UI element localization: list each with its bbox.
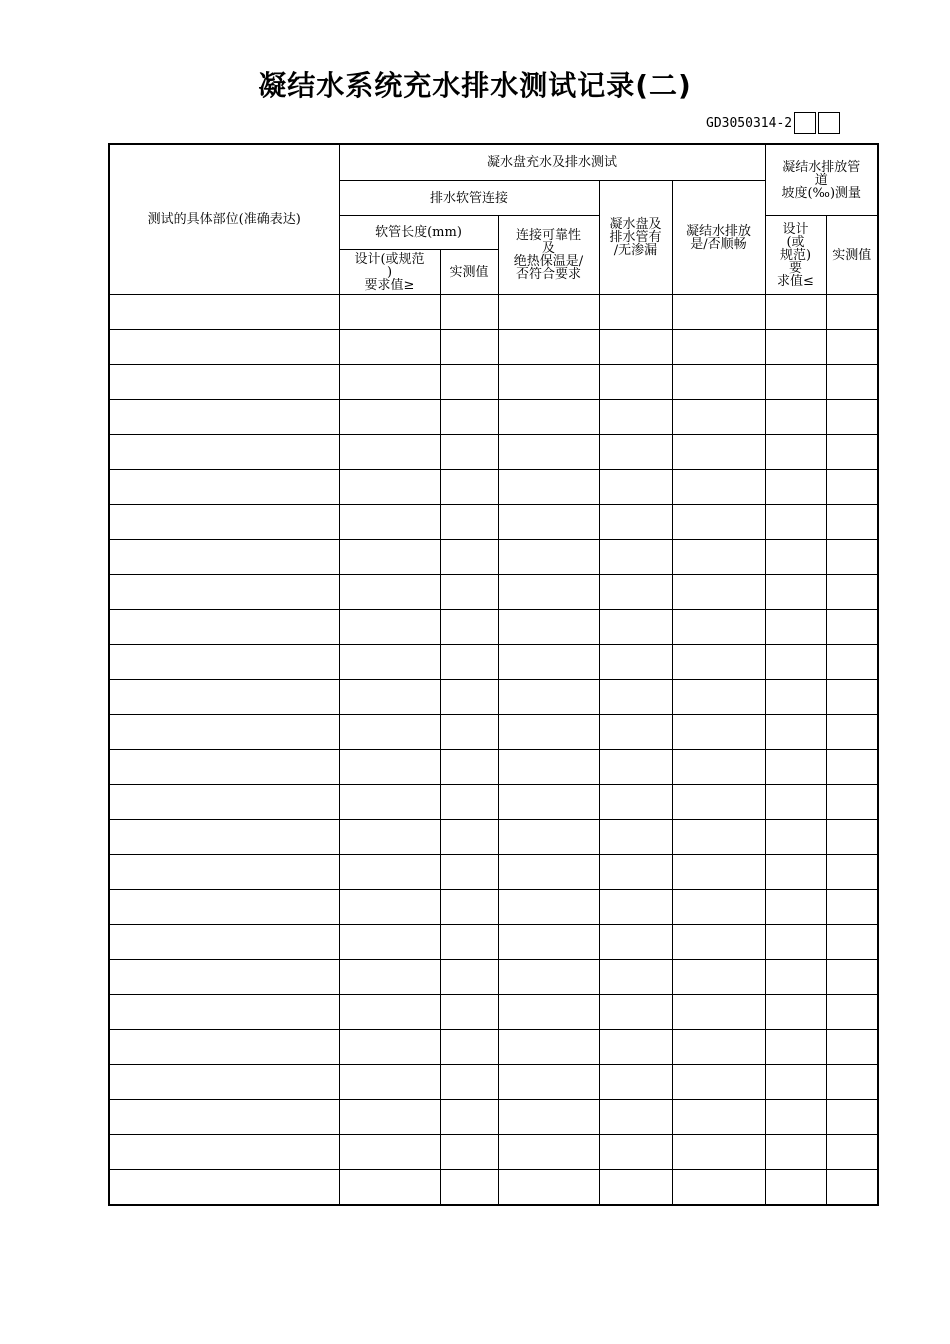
table-cell[interactable] [339, 610, 440, 645]
table-cell[interactable] [599, 820, 672, 855]
table-cell[interactable] [109, 855, 339, 890]
header-hose-design: 设计(或规范 ) 要求值≥ [339, 250, 440, 295]
table-cell[interactable] [339, 575, 440, 610]
table-cell[interactable] [672, 960, 765, 995]
table-cell[interactable] [498, 365, 599, 400]
form-code: GD3050314-2 [706, 115, 793, 131]
table-row [109, 750, 878, 785]
table-cell[interactable] [440, 575, 498, 610]
table-cell[interactable] [440, 645, 498, 680]
table-cell[interactable] [599, 680, 672, 715]
table-cell[interactable] [672, 1100, 765, 1135]
table-cell[interactable] [109, 680, 339, 715]
table-cell[interactable] [826, 715, 878, 750]
table-cell[interactable] [765, 785, 826, 820]
table-cell[interactable] [765, 1030, 826, 1065]
table-row [109, 785, 878, 820]
table-cell[interactable] [498, 400, 599, 435]
table-cell[interactable] [765, 960, 826, 995]
table-cell[interactable] [672, 540, 765, 575]
table-cell[interactable] [672, 295, 765, 330]
table-cell[interactable] [440, 855, 498, 890]
table-cell[interactable] [109, 540, 339, 575]
table-cell[interactable] [672, 470, 765, 505]
serial-box-1[interactable] [794, 112, 816, 134]
table-cell[interactable] [599, 400, 672, 435]
page-title: 凝结水系统充水排水测试记录(二) [258, 69, 692, 102]
table-cell[interactable] [672, 505, 765, 540]
table-cell[interactable] [672, 995, 765, 1030]
table-cell[interactable] [599, 960, 672, 995]
table-cell[interactable] [765, 995, 826, 1030]
table-cell[interactable] [765, 400, 826, 435]
table-cell[interactable] [109, 785, 339, 820]
table-cell[interactable] [109, 400, 339, 435]
table-cell[interactable] [440, 750, 498, 785]
table-cell[interactable] [440, 540, 498, 575]
table-cell[interactable] [672, 575, 765, 610]
table-cell[interactable] [339, 295, 440, 330]
table-cell[interactable] [440, 295, 498, 330]
table-cell[interactable] [339, 785, 440, 820]
table-cell[interactable] [109, 995, 339, 1030]
header-hose-connection: 排水软管连接 [339, 181, 599, 216]
table-cell[interactable] [826, 1030, 878, 1065]
table-row [109, 400, 878, 435]
table-cell[interactable] [498, 715, 599, 750]
form-code-area [706, 111, 840, 135]
table-cell[interactable] [599, 1030, 672, 1065]
table-cell[interactable] [498, 295, 599, 330]
table-cell[interactable] [599, 435, 672, 470]
table-cell[interactable] [339, 400, 440, 435]
table-cell[interactable] [599, 925, 672, 960]
table-cell[interactable] [599, 295, 672, 330]
table-cell[interactable] [672, 645, 765, 680]
table-cell[interactable] [440, 820, 498, 855]
table-cell[interactable] [109, 575, 339, 610]
table-cell[interactable] [440, 1030, 498, 1065]
table-cell[interactable] [109, 330, 339, 365]
table-cell[interactable] [498, 575, 599, 610]
table-cell[interactable] [765, 610, 826, 645]
table-cell[interactable] [498, 855, 599, 890]
table-cell[interactable] [826, 575, 878, 610]
table-cell[interactable] [109, 1065, 339, 1100]
table-cell[interactable] [672, 330, 765, 365]
table-cell[interactable] [440, 1065, 498, 1100]
table-row [109, 890, 878, 925]
table-cell[interactable] [672, 1030, 765, 1065]
table-cell[interactable] [826, 1135, 878, 1170]
table-cell[interactable] [826, 1100, 878, 1135]
table-cell[interactable] [765, 540, 826, 575]
table-cell[interactable] [826, 365, 878, 400]
table-cell[interactable] [672, 400, 765, 435]
table-cell[interactable] [498, 890, 599, 925]
table-cell[interactable] [672, 1170, 765, 1206]
header-location: 测试的具体部位(准确表达) [109, 144, 339, 295]
table-cell[interactable] [765, 750, 826, 785]
header-slope-actual: 实测值 [826, 216, 878, 295]
serial-box-2[interactable] [818, 112, 840, 134]
table-cell[interactable] [109, 1170, 339, 1206]
table-cell[interactable] [599, 995, 672, 1030]
table-cell[interactable] [440, 365, 498, 400]
table-row [109, 295, 878, 330]
table-cell[interactable] [599, 365, 672, 400]
table-cell[interactable] [599, 610, 672, 645]
table-row [109, 820, 878, 855]
table-cell[interactable] [672, 750, 765, 785]
table-cell[interactable] [826, 505, 878, 540]
table-cell[interactable] [826, 855, 878, 890]
table-cell[interactable] [440, 960, 498, 995]
table-cell[interactable] [498, 505, 599, 540]
table-cell[interactable] [109, 610, 339, 645]
table-cell[interactable] [109, 750, 339, 785]
table-row [109, 575, 878, 610]
table-row [109, 540, 878, 575]
table-cell[interactable] [339, 890, 440, 925]
table-cell[interactable] [672, 785, 765, 820]
table-cell[interactable] [498, 435, 599, 470]
table-cell[interactable] [672, 820, 765, 855]
table-cell[interactable] [826, 750, 878, 785]
table-cell[interactable] [339, 1065, 440, 1100]
table-cell[interactable] [109, 1135, 339, 1170]
table-row [109, 1100, 878, 1135]
table-cell[interactable] [672, 365, 765, 400]
table-cell[interactable] [599, 785, 672, 820]
table-cell[interactable] [109, 365, 339, 400]
header-drain-smooth: 凝结水排放 是/否顺畅 [672, 181, 765, 295]
table-cell[interactable] [826, 400, 878, 435]
table-cell[interactable] [765, 365, 826, 400]
table-cell[interactable] [765, 330, 826, 365]
table-cell[interactable] [339, 1170, 440, 1206]
table-cell[interactable] [826, 645, 878, 680]
table-cell[interactable] [109, 1030, 339, 1065]
table-cell[interactable] [440, 680, 498, 715]
table-cell[interactable] [339, 680, 440, 715]
table-cell[interactable] [109, 505, 339, 540]
table-cell[interactable] [765, 890, 826, 925]
table-cell[interactable] [765, 645, 826, 680]
table-cell[interactable] [672, 925, 765, 960]
table-row [109, 1170, 878, 1206]
table-cell[interactable] [765, 470, 826, 505]
table-row [109, 855, 878, 890]
table-cell[interactable] [826, 1065, 878, 1100]
table-cell[interactable] [826, 820, 878, 855]
table-cell[interactable] [498, 470, 599, 505]
table-cell[interactable] [599, 715, 672, 750]
header-group-slope: 凝结水排放管 道 坡度(‰)测量 [765, 144, 878, 216]
table-cell[interactable] [440, 505, 498, 540]
table-cell[interactable] [440, 1170, 498, 1206]
header-hose-actual: 实测值 [440, 250, 498, 295]
table-cell[interactable] [109, 715, 339, 750]
table-row [109, 995, 878, 1030]
table-row [109, 960, 878, 995]
table-cell[interactable] [109, 820, 339, 855]
table-cell[interactable] [826, 540, 878, 575]
table-cell[interactable] [440, 715, 498, 750]
table-cell[interactable] [599, 470, 672, 505]
header-slope-design: 设计 (或 规范) 要 求值≤ [765, 216, 826, 295]
table-cell[interactable] [826, 1170, 878, 1206]
table-cell[interactable] [339, 330, 440, 365]
table-cell[interactable] [498, 820, 599, 855]
table-cell[interactable] [339, 1100, 440, 1135]
table-cell[interactable] [498, 750, 599, 785]
table-cell[interactable] [339, 960, 440, 995]
table-cell[interactable] [826, 330, 878, 365]
table-cell[interactable] [599, 1170, 672, 1206]
table-cell[interactable] [339, 820, 440, 855]
table-cell[interactable] [599, 1135, 672, 1170]
table-cell[interactable] [339, 1135, 440, 1170]
table-cell[interactable] [498, 680, 599, 715]
table-cell[interactable] [498, 785, 599, 820]
table-cell[interactable] [599, 330, 672, 365]
table-cell[interactable] [498, 1170, 599, 1206]
table-cell[interactable] [599, 1100, 672, 1135]
table-cell[interactable] [765, 680, 826, 715]
table-row [109, 435, 878, 470]
table-cell[interactable] [672, 680, 765, 715]
table-cell[interactable] [440, 400, 498, 435]
table-cell[interactable] [672, 435, 765, 470]
table-row [109, 680, 878, 715]
table-cell[interactable] [109, 960, 339, 995]
table-cell[interactable] [339, 505, 440, 540]
table-cell[interactable] [440, 890, 498, 925]
table-cell[interactable] [599, 890, 672, 925]
table-cell[interactable] [599, 1065, 672, 1100]
table-cell[interactable] [599, 540, 672, 575]
table-cell[interactable] [599, 575, 672, 610]
table-cell[interactable] [826, 925, 878, 960]
table-cell[interactable] [765, 715, 826, 750]
table-cell[interactable] [339, 435, 440, 470]
header-hose-length: 软管长度(mm) [339, 216, 498, 250]
table-cell[interactable] [440, 610, 498, 645]
table-cell[interactable] [339, 540, 440, 575]
header-group-test: 凝水盘充水及排水测试 [339, 144, 765, 181]
table-cell[interactable] [498, 960, 599, 995]
table-row [109, 470, 878, 505]
table-cell[interactable] [765, 925, 826, 960]
table-cell[interactable] [440, 330, 498, 365]
table-cell[interactable] [765, 505, 826, 540]
table-cell[interactable] [826, 960, 878, 995]
table-cell[interactable] [339, 470, 440, 505]
table-cell[interactable] [109, 890, 339, 925]
table-cell[interactable] [826, 890, 878, 925]
table-cell[interactable] [498, 1100, 599, 1135]
table-cell[interactable] [599, 505, 672, 540]
table-cell[interactable] [826, 680, 878, 715]
table-cell[interactable] [440, 1135, 498, 1170]
header-connection-reliable: 连接可靠性 及 绝热保温是/ 否符合要求 [498, 216, 599, 295]
table-row [109, 610, 878, 645]
table-cell[interactable] [498, 995, 599, 1030]
table-cell[interactable] [672, 1065, 765, 1100]
table-cell[interactable] [826, 470, 878, 505]
table-cell[interactable] [826, 435, 878, 470]
table-row [109, 330, 878, 365]
test-record-table [108, 143, 879, 1206]
table-cell[interactable] [765, 1170, 826, 1206]
table-cell[interactable] [498, 645, 599, 680]
table-cell[interactable] [498, 925, 599, 960]
table-cell[interactable] [826, 995, 878, 1030]
table-cell[interactable] [765, 575, 826, 610]
table-cell[interactable] [672, 715, 765, 750]
table-row [109, 365, 878, 400]
table-cell[interactable] [672, 610, 765, 645]
table-cell[interactable] [765, 1135, 826, 1170]
table-row [109, 1135, 878, 1170]
table-cell[interactable] [498, 330, 599, 365]
table-cell[interactable] [109, 1100, 339, 1135]
table-row [109, 715, 878, 750]
table-cell[interactable] [672, 855, 765, 890]
table-row [109, 925, 878, 960]
table-cell[interactable] [826, 610, 878, 645]
table-cell[interactable] [339, 645, 440, 680]
table-cell[interactable] [498, 1030, 599, 1065]
table-cell[interactable] [109, 470, 339, 505]
table-cell[interactable] [498, 610, 599, 645]
table-cell[interactable] [498, 1065, 599, 1100]
table-row [109, 645, 878, 680]
table-cell[interactable] [440, 785, 498, 820]
table-cell[interactable] [339, 750, 440, 785]
table-cell[interactable] [599, 645, 672, 680]
table-cell[interactable] [672, 890, 765, 925]
table-cell[interactable] [599, 750, 672, 785]
table-cell[interactable] [339, 365, 440, 400]
table-cell[interactable] [765, 295, 826, 330]
table-cell[interactable] [440, 925, 498, 960]
table-cell[interactable] [109, 925, 339, 960]
table-cell[interactable] [765, 1100, 826, 1135]
table-cell[interactable] [440, 995, 498, 1030]
table-cell[interactable] [826, 295, 878, 330]
table-cell[interactable] [440, 435, 498, 470]
table-cell[interactable] [765, 1065, 826, 1100]
table-cell[interactable] [498, 540, 599, 575]
table-row [109, 505, 878, 540]
table-cell[interactable] [109, 295, 339, 330]
table-cell[interactable] [339, 995, 440, 1030]
table-cell[interactable] [498, 1135, 599, 1170]
table-cell[interactable] [440, 470, 498, 505]
table-cell[interactable] [826, 785, 878, 820]
table-cell[interactable] [339, 925, 440, 960]
table-cell[interactable] [339, 855, 440, 890]
table-row [109, 1030, 878, 1065]
table-cell[interactable] [765, 435, 826, 470]
table-cell[interactable] [339, 1030, 440, 1065]
table-row [109, 1065, 878, 1100]
table-cell[interactable] [440, 1100, 498, 1135]
table-cell[interactable] [765, 820, 826, 855]
table-cell[interactable] [109, 435, 339, 470]
table-cell[interactable] [109, 645, 339, 680]
table-cell[interactable] [339, 715, 440, 750]
table-cell[interactable] [599, 855, 672, 890]
table-cell[interactable] [672, 1135, 765, 1170]
table-cell[interactable] [765, 855, 826, 890]
header-pan-leak: 凝水盘及 排水管有 /无渗漏 [599, 181, 672, 295]
